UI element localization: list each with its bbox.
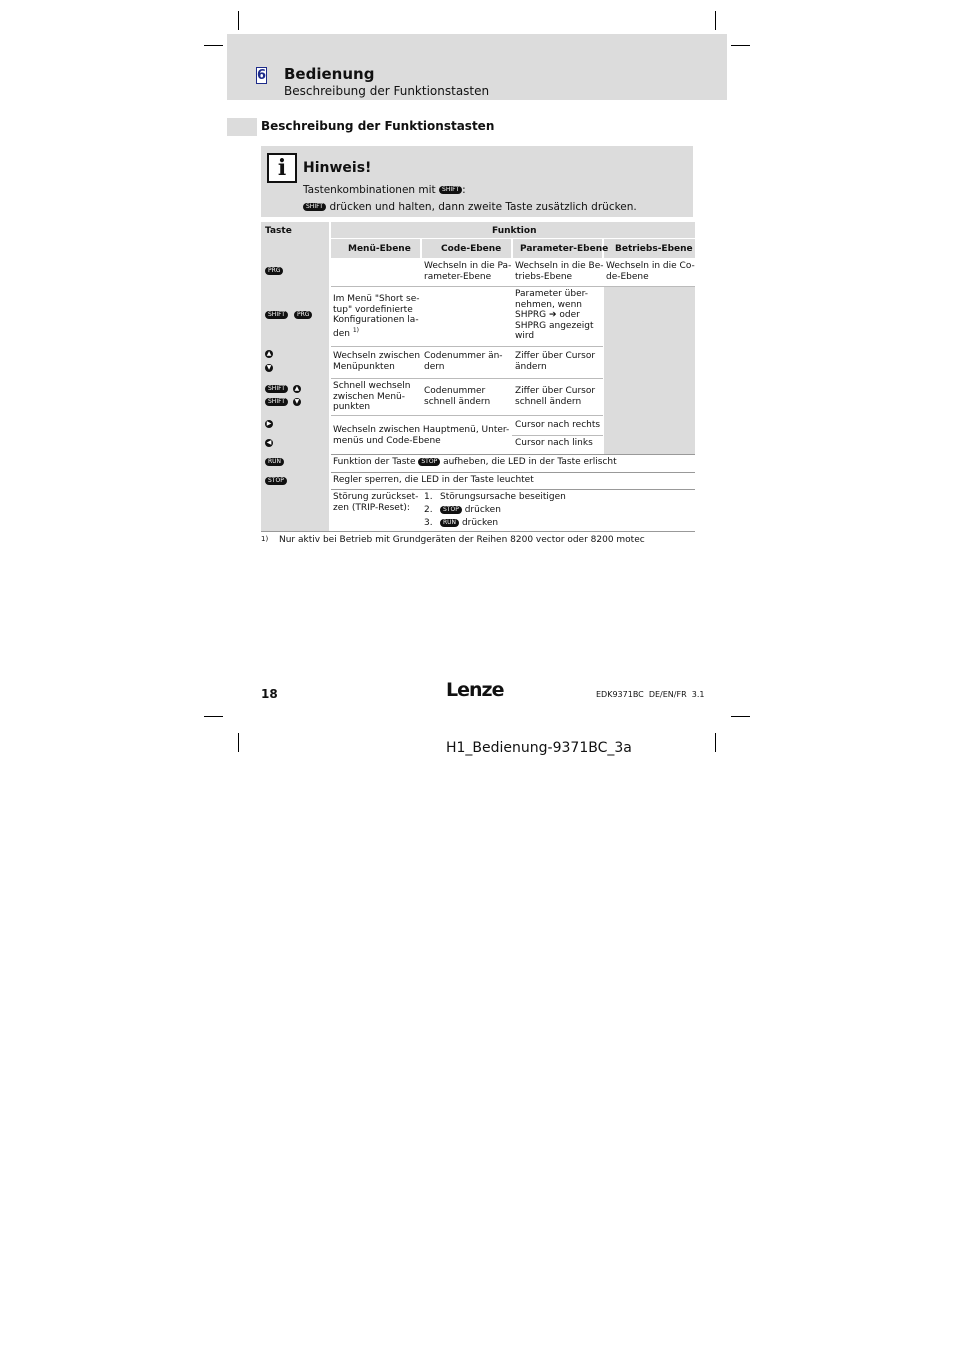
cell: Wechseln in die Pa- rameter-Ebene	[424, 261, 512, 282]
note-title: Hinweis!	[303, 160, 372, 176]
row-divider	[331, 489, 695, 490]
table-row-run	[265, 457, 284, 468]
cell: Wechseln zwischen Menüpunkten	[333, 351, 421, 372]
step-number: 2.	[424, 505, 433, 515]
cell	[333, 457, 617, 468]
note-line-2	[303, 201, 637, 213]
footnote-mark: 1)	[261, 535, 269, 543]
table-row-shift-prg	[265, 310, 312, 321]
table-row-right-left	[265, 419, 273, 430]
footnote-text: Nur aktiv bei Betrieb mit Grundgeräten der Reihen 8200 vector oder 8200 motec	[279, 535, 645, 545]
footnote-ref: 1)	[352, 326, 360, 334]
cell: Ziffer über Cursor schnell ändern	[515, 386, 596, 407]
cell-text: oder SHPRG angezeigt wird	[515, 310, 594, 341]
header-taste: Taste	[265, 226, 292, 236]
shift-key-icon: SHIFT	[265, 385, 288, 393]
prg-key-icon: PRG	[265, 267, 283, 275]
left-key-icon: ◀	[266, 438, 272, 446]
shift-key-icon: SHIFT	[439, 186, 462, 194]
down-key-icon: ▼	[294, 397, 300, 405]
cell: Cursor nach rechts	[515, 420, 601, 430]
header-parameter-ebene: Parameter-Ebene	[520, 244, 609, 254]
note-text: Tastenkombinationen mit	[303, 184, 436, 196]
row-divider	[331, 346, 603, 347]
header-code-ebene: Code-Ebene	[441, 244, 502, 254]
prg-key-icon: PRG	[294, 311, 312, 319]
section-marker	[227, 118, 257, 136]
betriebs-filler	[604, 287, 695, 454]
header-menu-ebene: Menü-Ebene	[348, 244, 411, 254]
down-key-icon: ▼	[266, 363, 272, 371]
cell-text: drücken	[464, 505, 501, 515]
crop-mark	[204, 716, 223, 717]
cell-text: drücken	[461, 518, 499, 528]
shift-key-icon: SHIFT	[265, 311, 288, 319]
cell: Codenummer schnell ändern	[424, 386, 491, 407]
chapter-subtitle: Beschreibung der Funktionstasten	[284, 84, 490, 98]
cell	[333, 294, 419, 339]
row-divider	[331, 286, 695, 287]
cell: Wechseln zwischen Hauptmenü, Unter- menüs und Code-Ebene	[333, 425, 510, 446]
step-text	[440, 518, 498, 529]
row-divider	[512, 435, 603, 436]
note-line-1	[303, 184, 466, 196]
up-key-icon: ▲	[294, 384, 300, 392]
table-row-up-down	[265, 349, 273, 372]
cell	[515, 289, 593, 342]
up-key-icon: ▲	[266, 349, 272, 357]
cell: Schnell wechseln zwischen Menü- punkten	[333, 381, 411, 412]
crop-mark	[731, 45, 750, 46]
shift-key-icon: SHIFT	[265, 398, 288, 406]
crop-mark	[204, 45, 223, 46]
header-divider	[331, 238, 695, 239]
table-row-right-left	[265, 438, 273, 449]
cell-text: Funktion der Taste	[333, 457, 416, 467]
note-suffix: :	[462, 184, 466, 196]
cell-text: Im Menü "Short se- tup" vordefinierte Konfigurationen la- den	[333, 294, 420, 339]
table-row-stop	[265, 476, 287, 487]
table-row-shift-up-down	[265, 384, 301, 406]
cell: Wechseln in die Be- triebs-Ebene	[515, 261, 604, 282]
row-divider	[331, 472, 695, 473]
chapter-title: Bedienung	[284, 65, 375, 83]
file-slug: H1_Bedienung-9371BC_3a	[446, 740, 632, 756]
cell-text: aufheben, die LED in der Taste erlischt	[443, 457, 617, 467]
header-betriebs-ebene: Betriebs-Ebene	[615, 244, 693, 254]
row-divider	[331, 415, 603, 416]
run-key-icon: RUN	[265, 458, 284, 466]
lenze-logo: Lenze	[446, 679, 504, 701]
stop-key-icon: STOP	[440, 506, 462, 514]
cell: Regler sperren, die LED in der Taste leuchtet	[333, 475, 534, 485]
stop-key-icon: STOP	[418, 458, 440, 466]
cell: Wechseln in die Co- de-Ebene	[606, 261, 695, 282]
step-text	[440, 505, 501, 516]
stop-key-icon: STOP	[265, 477, 287, 485]
cell: Codenummer än- dern	[424, 351, 503, 372]
crop-mark	[715, 11, 716, 30]
info-icon: i	[267, 153, 297, 183]
column-divider	[329, 222, 331, 532]
crop-mark	[238, 733, 239, 752]
step-number: 1.	[424, 492, 433, 502]
crop-mark	[731, 716, 750, 717]
header-funktion: Funktion	[492, 226, 537, 236]
table-row-prg	[265, 266, 283, 277]
row-divider	[331, 378, 603, 379]
cell: Ziffer über Cursor ändern	[515, 351, 596, 372]
shift-key-icon: SHIFT	[303, 203, 326, 211]
arrow-right-icon: ➔	[549, 310, 557, 320]
cell: Störung zurückset- zen (TRIP-Reset):	[333, 492, 419, 513]
right-key-icon: ▶	[266, 419, 272, 427]
note-text: drücken und halten, dann zweite Taste zusätzlich drücken.	[329, 201, 637, 213]
chapter-number[interactable]: 6	[257, 68, 267, 83]
page-number: 18	[261, 687, 278, 701]
cell-text: Parameter über- nehmen, wenn SHPRG	[515, 289, 589, 320]
crop-mark	[715, 733, 716, 752]
cell: Cursor nach links	[515, 438, 593, 448]
run-key-icon: RUN	[440, 519, 459, 527]
row-divider	[261, 531, 695, 532]
section-title: Beschreibung der Funktionstasten	[261, 119, 495, 133]
step-number: 3.	[424, 518, 433, 528]
doc-code: EDK9371BC DE/EN/FR 3.1	[596, 690, 705, 699]
step-text: Störungsursache beseitigen	[440, 492, 566, 502]
row-divider	[331, 454, 695, 455]
crop-mark	[238, 11, 239, 30]
